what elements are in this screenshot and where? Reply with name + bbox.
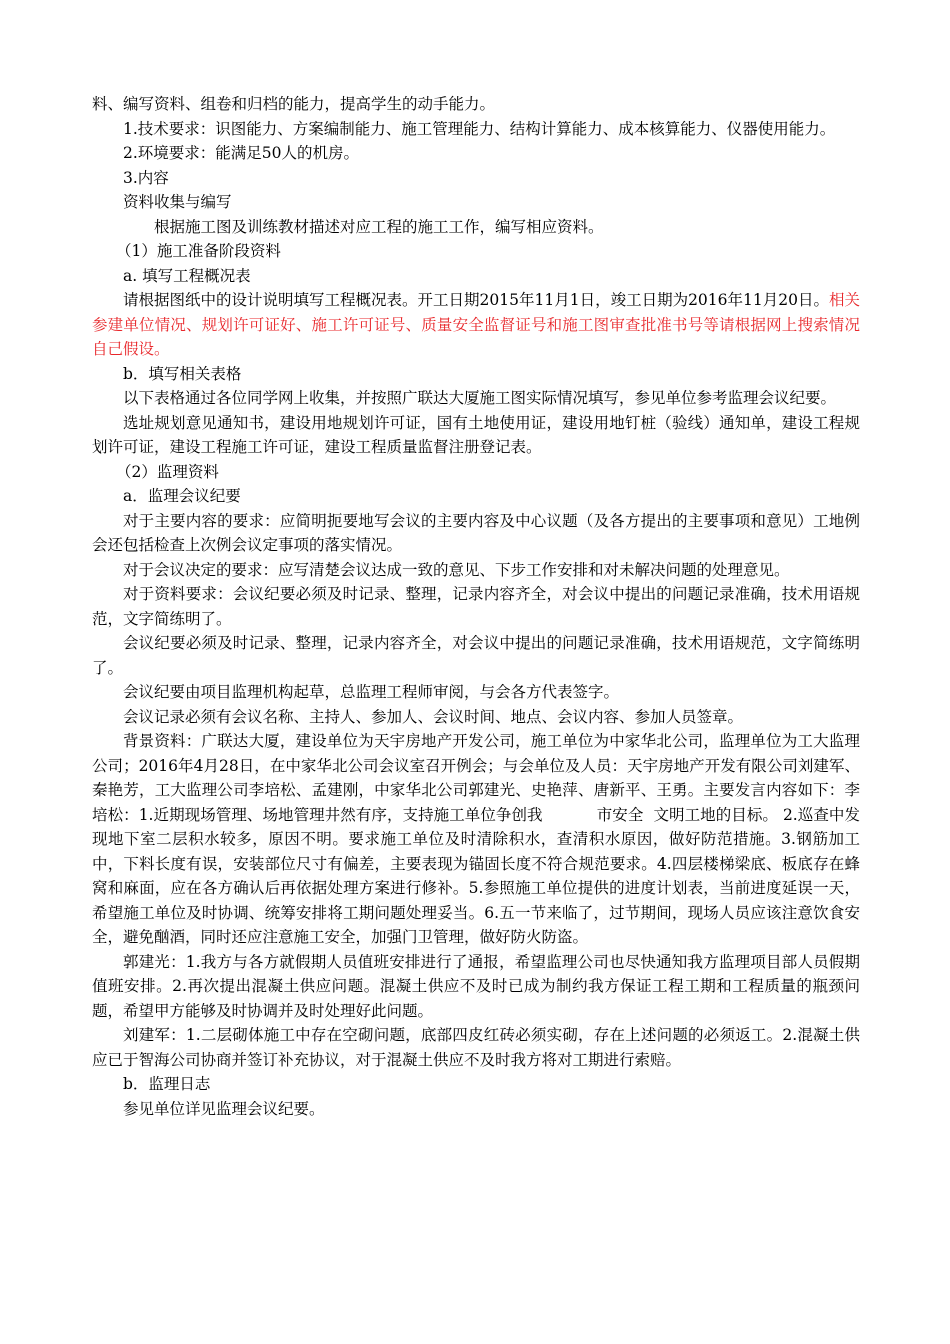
paragraph: 参见单位详见监理会议纪要。 (123, 1099, 325, 1118)
paragraph-text: 请根据图纸中的设计说明填写工程概况表。开工日期2015年11月1日，竣工日期为2016年11月20日。 (123, 291, 829, 309)
paragraph: 刘建军：1.二层砌体施工中存在空砌问题，底部四皮红砖必须实砌，存在上述问题的必须返工。2.混凝土供应已于智海公司协商并签订补充协议，对于混凝土供应不及时我方将对工期进行索赔。 (92, 1026, 860, 1069)
subsection-heading: 资料收集与编写 (123, 193, 232, 211)
paragraph: 对于会议决定的要求：应写清楚会议达成一致的意见、下步工作安排和对未解决问题的处理意见。 (123, 560, 790, 579)
paragraph: 以下表格通过各位同学网上收集，并按照广联达大厦施工图实际情况填写，参见单位参考监理会议纪要。 (123, 389, 837, 407)
paragraph: 2.环境要求：能满足50人的机房。 (123, 144, 360, 162)
subsection-heading: （2）监理资料 (116, 462, 219, 481)
highlighted-text: 相关参建单位情况、规划许可证好、施工许可证号、质量安全监督证号和施工图审查批准书号等请根据网上搜索情况自己假设。 (92, 291, 860, 358)
paragraph: 根据施工图及训练教材描述对应工程的施工工作，编写相应资料。 (154, 217, 604, 236)
paragraph: 郭建光：1.我方与各方就假期人员值班安排进行了通报，希望监理公司也尽快通知我方监理项目部人员假期值班安排。2.再次提出混凝土供应问题。混凝土供应不及时已成为制约我方保证工程工期和工程质量的瓶颈问题，希望甲方能够及时协调并及时处理好此问题。 (92, 952, 860, 1020)
paragraph: 1.技术要求：识图能力、方案编制能力、施工管理能力、结构计算能力、成本核算能力、仪器使用能力。 (123, 119, 836, 138)
paragraph: 会议纪要必须及时记录、整理，记录内容齐全，对会议中提出的问题记录准确，技术用语规范，文字简练明了。 (92, 634, 860, 677)
item-heading: b．填写相关表格 (123, 364, 242, 383)
paragraph: 对于主要内容的要求：应简明扼要地写会议的主要内容及中心议题（及各方提出的主要事项和意见）工地例会还包括检查上次例会议定事项的落实情况。 (92, 511, 860, 554)
section-heading: 3.内容 (123, 168, 169, 187)
item-heading: a. 填写工程概况表 (123, 266, 251, 285)
paragraph-text: 背景资料：广联达大厦，建设单位为天宇房地产开发公司，施工单位为中家华北公司，监理单位为工大监理公司；2016年4月28日，在中家华北公司会议室召开例会；与会单位及人员：天宇房地产开发有限公司刘建军、秦艳芳，工大监理公司李培松、孟建刚，中家华北公司郭建光、史艳萍、唐新平、王勇。主要发言内容如下：李培松：1.近期现场管理、场地管理井然有序，支持施工单位争创我 (92, 732, 860, 824)
paragraph: 料、编写资料、组卷和归档的能力，提高学生的动手能力。 (92, 95, 496, 113)
paragraph: 对于资料要求：会议纪要必须及时记录、整理，记录内容齐全，对会议中提出的问题记录准确，技术用语规范，文字简练明了。 (92, 585, 860, 628)
paragraph: 会议记录必须有会议名称、主持人、参加人、会议时间、地点、会议内容、参加人员签章。 (123, 707, 744, 726)
paragraph-text: 文明工地的目标。 2.巡查中发现地下室二层积水较多，原因不明。要求施工单位及时清除积水，查清积水原因，做好防范措施。3.钢筋加工中，下料长度有误，安装部位尺寸有偏差，主要表现为锚固长度不符合规范要求。4.四层楼梯梁底、板底存在蜂窝和麻面，应在各方确认后再依据处理方案进行修补。5.参照施工单位提供的进度计划表，当前进度延误一天，希望施工单位及时协调、统筹安排将工期问题处理妥当。6.五一节来临了，过节期间，现场人员应该注意饮食安全，避免酗酒，同时还应注意施工安全，加强门卫管理，做好防火防盗。 (92, 805, 860, 946)
paragraph: 会议纪要由项目监理机构起草，总监理工程师审阅，与会各方代表签字。 (123, 683, 620, 701)
paragraph (92, 729, 860, 950)
paragraph: 选址规划意见通知书，建设用地规划许可证，国有土地使用证，建设用地钉桩（验线）通知单，建设工程规划许可证，建设工程施工许可证，建设工程质量监督注册登记表。 (92, 413, 860, 456)
item-heading: b．监理日志 (123, 1075, 211, 1093)
subsection-heading: （1）施工准备阶段资料 (116, 242, 281, 260)
item-heading: a．监理会议纪要 (123, 487, 241, 505)
paragraph-text: 市安全 (596, 805, 644, 824)
document-body (92, 92, 860, 1121)
paragraph (92, 288, 860, 362)
